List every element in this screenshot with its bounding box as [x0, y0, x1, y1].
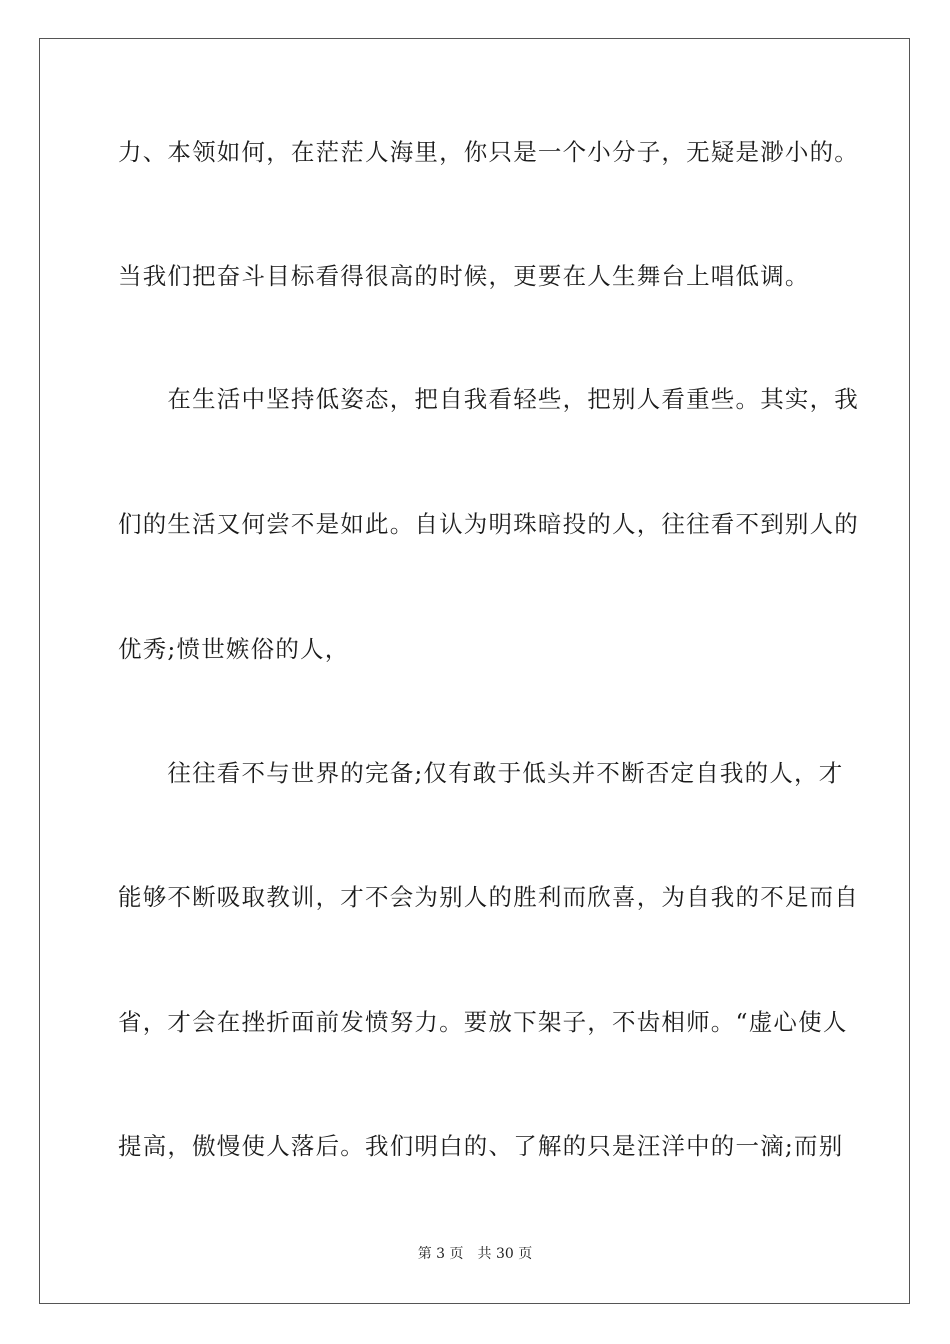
text-line-9: 提高，傲慢使人落后。我们明白的、了解的只是汪洋中的一滴;而别 [118, 1132, 844, 1160]
text-line-1: 力、本领如何，在茫茫人海里，你只是一个小分子，无疑是渺小的。 [118, 138, 859, 166]
text-line-3: 在生活中坚持低姿态，把自我看轻些，把别人看重些。其实，我 [118, 385, 859, 413]
text-line-6: 往往看不与世界的完备;仅有敢于低头并不断否定自我的人，才 [118, 759, 844, 787]
text-line-7: 能够不断吸取教训，才不会为别人的胜利而欣喜，为自我的不足而自 [118, 883, 859, 911]
text-line-5: 优秀;愤世嫉俗的人， [118, 635, 350, 663]
page-footer [0, 1245, 950, 1263]
text-line-4: 们的生活又何尝不是如此。自认为明珠暗投的人，往往看不到别人的 [118, 510, 859, 538]
page-number-label: 第 3 页 共 30 页 [417, 1246, 533, 1262]
text-line-2: 当我们把奋斗目标看得很高的时候，更要在人生舞台上唱低调。 [118, 262, 810, 290]
page-border [39, 38, 910, 1304]
text-line-8: 省，才会在挫折面前发愤努力。要放下架子，不齿相师。“虚心使人 [118, 1008, 848, 1036]
